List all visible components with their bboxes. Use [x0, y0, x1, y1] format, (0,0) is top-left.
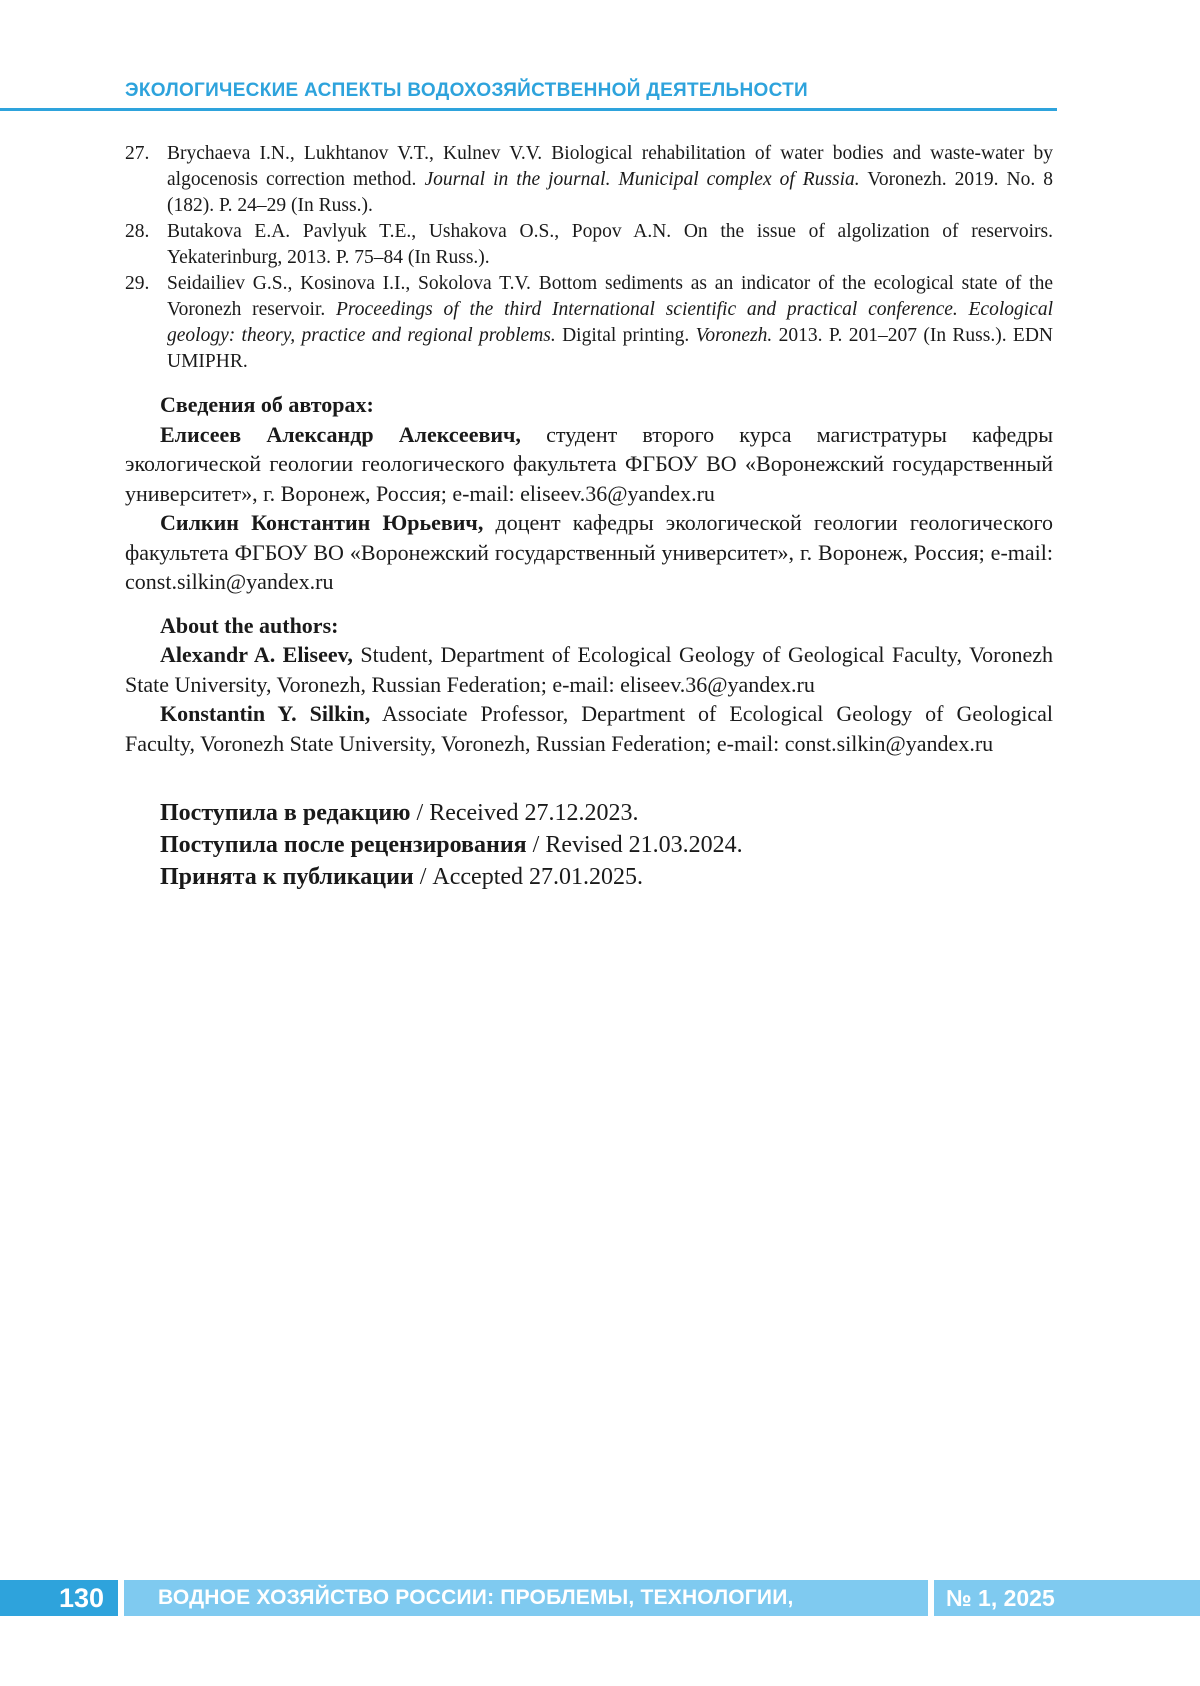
author-info: студент второго курса магистратуры кафедры экологической геологии геологического факультета ФГБОУ ВО «Воронежский государственный университет», г. Воронеж, Россия; e-mail: eliseev.36@yandex.ru: [125, 421, 1054, 506]
author-ru-1: [125, 420, 1053, 509]
revised-date: [160, 829, 743, 861]
reference-item: [125, 271, 1053, 375]
authors-ru-heading: Сведения об авторах:: [160, 392, 374, 417]
author-en-2: [125, 699, 1053, 758]
page-number: 130: [0, 1580, 118, 1616]
reference-part: Brychaeva I.N., Lukhtanov V.T., Kulnev V.V. Biological rehabilitation of water bodies and waste-water by algocenosis correction method.: [167, 143, 1053, 190]
reference-text: [167, 141, 1053, 219]
author-name: Елисеев Александр Алексеевич,: [160, 421, 521, 447]
author-name: Konstantin Y. Silkin,: [160, 701, 371, 726]
reference-number: 29.: [125, 273, 150, 294]
reference-text: [167, 219, 1053, 271]
author-name: Силкин Константин Юрьевич,: [160, 510, 484, 535]
date-label: Поступила в редакцию: [160, 800, 411, 826]
reference-part: Butakova E.A. Pavlyuk T.E., Ushakova O.S., Popov A.N. On the issue of algolization of reservoirs. Yekaterinburg, 2013. P. 75–84 (In Russ.).: [167, 221, 1053, 268]
submission-dates: [160, 797, 743, 893]
running-title: ЭКОЛОГИЧЕСКИЕ АСПЕКТЫ ВОДОХОЗЯЙСТВЕННОЙ ДЕЯТЕЛЬНОСТИ: [125, 80, 808, 101]
issue-number: № 1, 2025: [934, 1580, 1200, 1616]
author-info: Associate Professor, Department of Ecological Geology of Geological Faculty, Voronezh State University, Voronezh, Russian Federation; e-mail: const.silkin@yandex.ru: [125, 701, 1053, 756]
author-name: Alexandr A. Eliseev,: [160, 642, 353, 667]
author-info: Student, Department of Ecological Geology of Geological Faculty, Voronezh State University, Voronezh, Russian Federation; e-mail: eliseev.36@yandex.ru: [125, 642, 1053, 697]
reference-source: Proceedings of the third International scientific and practical conference. Ecological geology: theory, practice and regional problems.: [167, 299, 1053, 346]
received-date: [160, 797, 743, 829]
reference-list: [125, 141, 1053, 375]
reference-item: [125, 219, 1053, 271]
date-value: / Accepted 27.01.2025.: [413, 864, 644, 890]
reference-source: Journal in the journal. Municipal complex of Russia.: [424, 169, 860, 190]
authors-en-heading: About the authors:: [160, 612, 339, 638]
date-value: / Received 27.12.2023.: [410, 800, 639, 826]
author-info: доцент кафедры экологической геологии геологического факультета ФГБОУ ВО «Воронежский государственный университет», г. Воронеж, Россия; e-mail: const.silkin@yandex.ru: [125, 510, 1054, 594]
author-en-1: [125, 640, 1053, 699]
reference-part: Seidailiev G.S., Kosinova I.I., Sokolova T.V. Bottom sediments as an indicator of the ecological state of the Voronezh reservoir.: [167, 273, 1053, 320]
reference-part: 2013. P. 201–207 (In Russ.). EDN UMIPHR.: [167, 325, 1053, 372]
reference-item: [125, 141, 1053, 219]
reference-city: Voronezh.: [695, 325, 773, 346]
accepted-date: [160, 861, 743, 893]
reference-text: [167, 271, 1053, 375]
reference-number: 27.: [125, 143, 150, 164]
authors-section: [125, 390, 1053, 758]
date-value: / Revised 21.03.2024.: [526, 832, 743, 858]
reference-part: Voronezh. 2019. No. 8 (182). P. 24–29 (In Russ.).: [167, 169, 1053, 216]
author-ru-2: [125, 508, 1053, 597]
reference-part: Digital printing.: [555, 325, 696, 346]
header-rule: [0, 108, 1057, 111]
journal-title: ВОДНОЕ ХОЗЯЙСТВО РОССИИ: ПРОБЛЕМЫ, ТЕХНОЛОГИИ, УПРАВЛЕНИЕ: [124, 1580, 928, 1616]
date-label: Поступила после рецензирования: [160, 832, 527, 858]
reference-number: 28.: [125, 221, 150, 242]
date-label: Принята к публикации: [160, 864, 414, 890]
